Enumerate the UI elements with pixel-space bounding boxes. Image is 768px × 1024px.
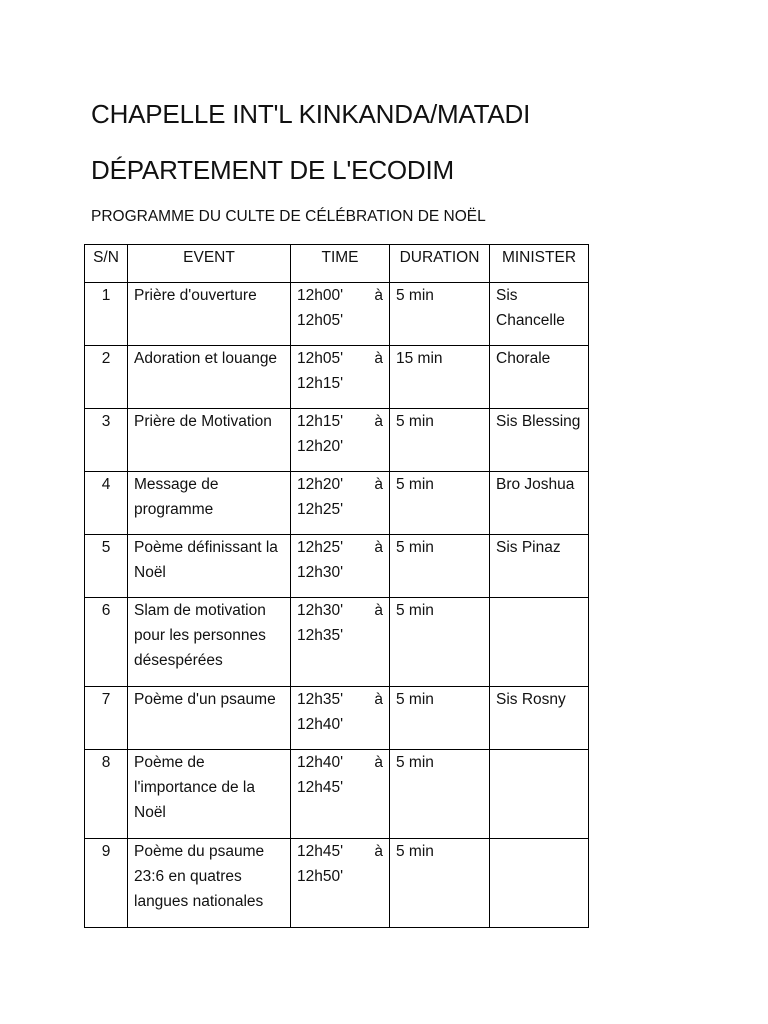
cell-minister: Sis Chancelle [490,283,589,346]
table-row [85,283,589,346]
time-separator: à [374,476,383,493]
cell-time [291,283,390,346]
cell-event: Prière de Motivation [128,409,291,472]
cell-duration: 5 min [390,598,490,687]
cell-minister: Chorale [490,346,589,409]
time-start: 12h15' [297,413,344,430]
time-separator: à [374,287,383,304]
cell-event: Poème du psaume 23:6 en quatres langues nationales [128,839,291,928]
cell-event: Slam de motivation pour les personnes désespérées [128,598,291,687]
cell-time [291,750,390,839]
time-end: 12h35' [297,627,344,644]
table-row [85,598,589,687]
cell-sn: 3 [85,409,128,472]
cell-time [291,472,390,535]
church-name-heading: CHAPELLE INT'L KINKANDA/MATADI [91,99,531,129]
time-separator: à [374,413,383,430]
time-start: 12h00' [297,287,344,304]
cell-minister: Sis Rosny [490,687,589,750]
cell-sn: 1 [85,283,128,346]
cell-minister: Bro Joshua [490,472,589,535]
cell-duration: 5 min [390,472,490,535]
cell-minister [490,598,589,687]
table-header-row [85,245,589,283]
time-start: 12h25' [297,539,344,556]
column-header-duration: DURATION [390,245,490,283]
cell-minister: Sis Pinaz [490,535,589,598]
table-row [85,687,589,750]
cell-event: Message de programme [128,472,291,535]
cell-sn: 8 [85,750,128,839]
cell-event: Poème définissant la Noël [128,535,291,598]
cell-time [291,535,390,598]
cell-sn: 6 [85,598,128,687]
cell-sn: 9 [85,839,128,928]
cell-duration: 5 min [390,750,490,839]
cell-time [291,598,390,687]
time-start: 12h35' [297,691,344,708]
column-header-sn: S/N [85,245,128,283]
cell-duration: 15 min [390,346,490,409]
time-start: 12h30' [297,602,344,619]
cell-sn: 4 [85,472,128,535]
cell-event: Prière d'ouverture [128,283,291,346]
cell-time [291,839,390,928]
table-row [85,409,589,472]
time-separator: à [374,350,383,367]
cell-event: Poème de l'importance de la Noël [128,750,291,839]
table-row [85,839,589,928]
cell-sn: 2 [85,346,128,409]
time-end: 12h30' [297,564,344,581]
time-end: 12h45' [297,779,344,796]
time-end: 12h25' [297,501,344,518]
cell-minister: Sis Blessing [490,409,589,472]
column-header-event: EVENT [128,245,291,283]
cell-time [291,346,390,409]
cell-sn: 5 [85,535,128,598]
programme-table [84,244,589,928]
column-header-minister: MINISTER [490,245,589,283]
table-row [85,346,589,409]
column-header-time: TIME [291,245,390,283]
programme-subtitle: PROGRAMME DU CULTE DE CÉLÉBRATION DE NOËL [91,208,486,225]
time-separator: à [374,691,383,708]
cell-sn: 7 [85,687,128,750]
time-start: 12h40' [297,754,344,771]
time-separator: à [374,754,383,771]
time-end: 12h05' [297,312,344,329]
table-row [85,750,589,839]
time-separator: à [374,602,383,619]
time-start: 12h45' [297,843,344,860]
table-row [85,535,589,598]
time-separator: à [374,843,383,860]
time-separator: à [374,539,383,556]
time-start: 12h20' [297,476,344,493]
cell-event: Poème d'un psaume [128,687,291,750]
cell-event: Adoration et louange [128,346,291,409]
time-end: 12h50' [297,868,344,885]
cell-duration: 5 min [390,283,490,346]
cell-time [291,687,390,750]
time-start: 12h05' [297,350,344,367]
department-heading: DÉPARTEMENT DE L'ECODIM [91,155,454,185]
cell-duration: 5 min [390,535,490,598]
cell-duration: 5 min [390,687,490,750]
table-row [85,472,589,535]
cell-time [291,409,390,472]
time-end: 12h15' [297,375,344,392]
cell-duration: 5 min [390,409,490,472]
cell-minister [490,839,589,928]
cell-duration: 5 min [390,839,490,928]
time-end: 12h40' [297,716,344,733]
cell-minister [490,750,589,839]
time-end: 12h20' [297,438,344,455]
